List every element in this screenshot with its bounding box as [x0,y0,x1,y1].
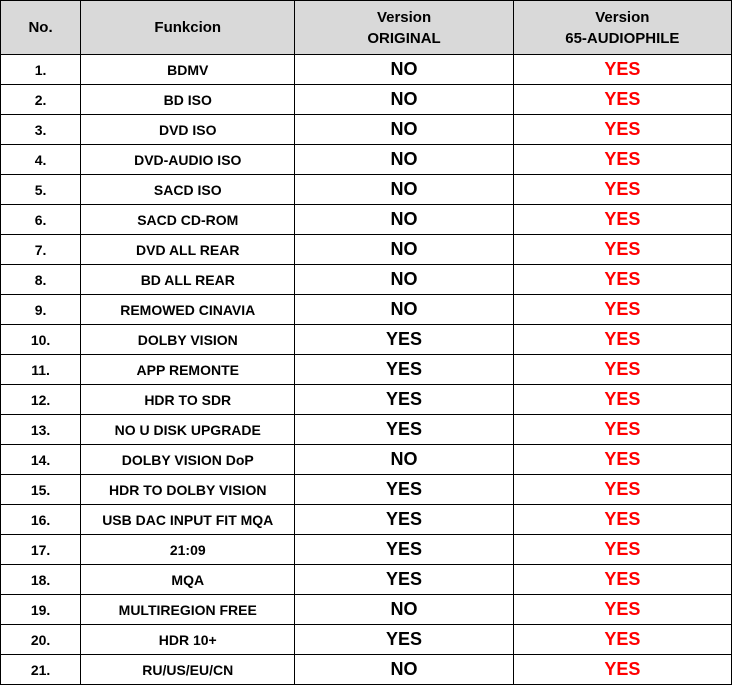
table-row [1,595,732,625]
row-number: 15. [1,475,81,505]
row-number: 6. [1,205,81,235]
row-function: DVD ALL REAR [81,235,295,265]
table-row [1,205,732,235]
row-function: BDMV [81,55,295,85]
row-number: 18. [1,565,81,595]
row-function: DVD ISO [81,115,295,145]
row-audiophile-value: YES [513,295,731,325]
table-row [1,295,732,325]
row-function: HDR TO SDR [81,385,295,415]
table-row [1,85,732,115]
row-number: 4. [1,145,81,175]
row-number: 12. [1,385,81,415]
row-audiophile-value: YES [513,55,731,85]
row-audiophile-value: YES [513,565,731,595]
row-number: 20. [1,625,81,655]
row-function: DOLBY VISION [81,325,295,355]
table-row [1,535,732,565]
row-original-value: NO [295,205,513,235]
row-original-value: YES [295,535,513,565]
row-number: 21. [1,655,81,685]
row-original-value: YES [295,325,513,355]
table-row [1,655,732,685]
row-number: 1. [1,55,81,85]
row-original-value: NO [295,655,513,685]
row-original-value: YES [295,385,513,415]
table-row [1,385,732,415]
row-audiophile-value: YES [513,415,731,445]
row-audiophile-value: YES [513,475,731,505]
row-function: DOLBY VISION DoP [81,445,295,475]
row-original-value: NO [295,265,513,295]
row-audiophile-value: YES [513,325,731,355]
row-function: APP REMONTE [81,355,295,385]
row-audiophile-value: YES [513,655,731,685]
row-function: HDR 10+ [81,625,295,655]
row-original-value: YES [295,625,513,655]
header-audiophile-line2: 65-AUDIOPHILE [565,29,680,47]
row-original-value: YES [295,505,513,535]
row-number: 13. [1,415,81,445]
row-number: 7. [1,235,81,265]
row-function: RU/US/EU/CN [81,655,295,685]
row-function: 21:09 [81,535,295,565]
table-row [1,55,732,85]
row-audiophile-value: YES [513,145,731,175]
table-row [1,235,732,265]
row-number: 19. [1,595,81,625]
header-original-line2: ORIGINAL [367,29,441,47]
table-row [1,415,732,445]
row-function: REMOWED CINAVIA [81,295,295,325]
row-original-value: YES [295,475,513,505]
row-original-value: NO [295,175,513,205]
row-number: 16. [1,505,81,535]
row-number: 3. [1,115,81,145]
row-audiophile-value: YES [513,625,731,655]
row-original-value: YES [295,415,513,445]
table-row [1,445,732,475]
row-original-value: NO [295,115,513,145]
row-audiophile-value: YES [513,205,731,235]
row-original-value: NO [295,145,513,175]
row-original-value: NO [295,595,513,625]
row-audiophile-value: YES [513,505,731,535]
row-function: SACD CD-ROM [81,205,295,235]
row-original-value: NO [295,445,513,475]
table-row [1,565,732,595]
table-row [1,355,732,385]
row-original-value: YES [295,355,513,385]
table-row [1,265,732,295]
row-audiophile-value: YES [513,445,731,475]
row-audiophile-value: YES [513,175,731,205]
row-function: USB DAC INPUT FIT MQA [81,505,295,535]
table-row [1,145,732,175]
row-number: 14. [1,445,81,475]
row-number: 8. [1,265,81,295]
table-row [1,175,732,205]
row-number: 17. [1,535,81,565]
row-audiophile-value: YES [513,595,731,625]
row-function: MULTIREGION FREE [81,595,295,625]
row-number: 9. [1,295,81,325]
row-original-value: NO [295,85,513,115]
row-function: HDR TO DOLBY VISION [81,475,295,505]
row-audiophile-value: YES [513,235,731,265]
header-audiophile [513,1,731,55]
row-function: SACD ISO [81,175,295,205]
row-original-value: YES [295,565,513,595]
row-audiophile-value: YES [513,355,731,385]
header-audiophile-line1: Version [595,8,650,26]
row-number: 5. [1,175,81,205]
row-number: 10. [1,325,81,355]
table-row [1,325,732,355]
table-row [1,115,732,145]
header-row [1,1,732,55]
row-audiophile-value: YES [513,265,731,295]
row-function: BD ALL REAR [81,265,295,295]
row-audiophile-value: YES [513,85,731,115]
row-function: MQA [81,565,295,595]
header-no: No. [1,1,81,55]
row-number: 11. [1,355,81,385]
header-original [295,1,513,55]
header-function: Funkcion [81,1,295,55]
table-row [1,475,732,505]
row-original-value: NO [295,55,513,85]
row-number: 2. [1,85,81,115]
row-original-value: NO [295,295,513,325]
row-audiophile-value: YES [513,535,731,565]
header-original-line1: Version [376,8,432,26]
row-function: BD ISO [81,85,295,115]
row-audiophile-value: YES [513,115,731,145]
row-audiophile-value: YES [513,385,731,415]
table-body [1,55,732,685]
table-row [1,505,732,535]
row-original-value: NO [295,235,513,265]
table-row [1,625,732,655]
row-function: NO U DISK UPGRADE [81,415,295,445]
row-function: DVD-AUDIO ISO [81,145,295,175]
